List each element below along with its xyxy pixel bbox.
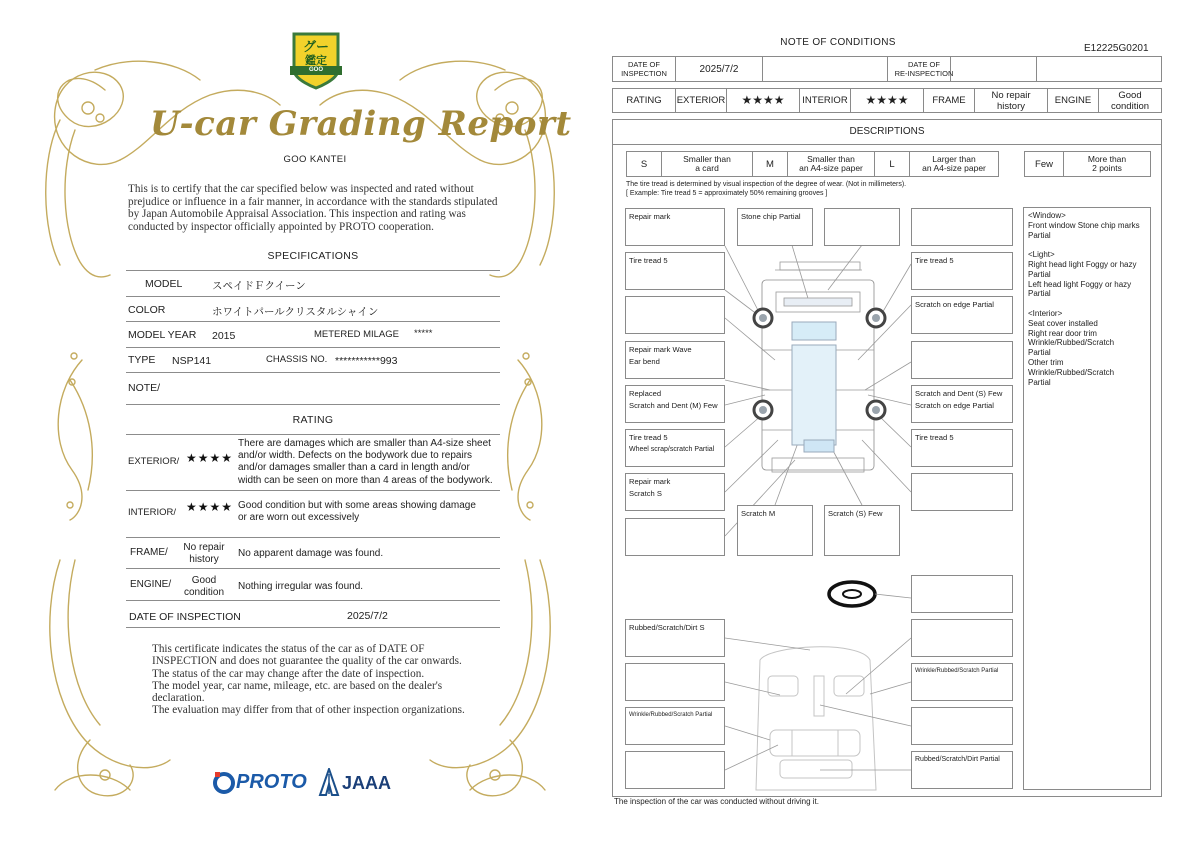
- interior-note-box: [625, 751, 725, 789]
- exterior-note-box: Scratch M: [737, 505, 813, 556]
- exterior-note-box: [824, 208, 900, 246]
- interior-note-box: Rubbed/Scratch/Dirt Partial: [911, 751, 1013, 789]
- detailed-notes-panel: <Window> Front window Stone chip marks Partial <Light> Right head light Foggy or hazy Partial Left head light Foggy or hazy Partial <Interior> Seat cover installed Right rear door trim Wrinkle/Rubbed/Scratch Partial Other trim Wrinkle/Rubbed/Scratch Partial: [1023, 207, 1151, 790]
- interior-stars: ★★★★: [850, 88, 924, 113]
- divider: [126, 434, 500, 435]
- intro-line: prejudice or influence in a fair manner, in accordance with the standards stipulated: [128, 195, 498, 208]
- exterior-note-box: Tire tread 5: [911, 252, 1013, 290]
- descriptions-heading: DESCRIPTIONS: [612, 119, 1162, 145]
- exterior-note-box: Repair mark: [625, 208, 725, 246]
- inspection-date-value: 2025/7/2: [675, 56, 763, 82]
- specifications-heading: SPECIFICATIONS: [267, 250, 359, 262]
- exterior-stars: ★★★★: [726, 88, 800, 113]
- model-year-value: 2015: [212, 330, 236, 342]
- model-label: MODEL: [145, 278, 183, 290]
- legend-few-desc: More than 2 points: [1063, 151, 1151, 177]
- exterior-description: There are damages which are smaller than A4-size sheet and/or width. Defects on the bodywork due to repairs and/or damages smaller than a card in length and/or width can be seen on more than 4 areas of the bodywork.: [238, 438, 493, 486]
- engine-description: Nothing irregular was found.: [238, 581, 364, 592]
- legend-m: M: [752, 151, 788, 177]
- divider: [126, 627, 500, 628]
- exterior-note-box: [911, 208, 1013, 246]
- exterior-note-box: Tire tread 5: [911, 429, 1013, 467]
- rating-header: RATING: [612, 88, 676, 113]
- divider: [126, 347, 500, 348]
- exterior-label: EXTERIOR/: [128, 456, 180, 467]
- intro-line: conducted by inspector officially appointed by PROTO cooperation.: [128, 220, 434, 233]
- legend-l: L: [874, 151, 910, 177]
- legend-s: S: [626, 151, 662, 177]
- jaaa-logo-icon: [318, 768, 340, 796]
- intro-line: This is to certify that the car specified below was inspected and rated without: [128, 183, 474, 195]
- intro-line: by Japan Automobile Appraisal Association. This inspection and rating was: [128, 208, 466, 221]
- divider: [126, 270, 500, 271]
- engine-value: Good condition: [1098, 88, 1162, 113]
- exterior-note-box: Scratch on edge Partial: [911, 296, 1013, 334]
- model-year-label: MODEL YEAR: [128, 329, 197, 341]
- interior-note-box: Rubbed/Scratch/Dirt S: [625, 619, 725, 657]
- interior-stars: ★★★★: [186, 500, 234, 514]
- divider: [126, 490, 500, 491]
- frame-value: No repair history: [183, 542, 225, 565]
- divider: [126, 372, 500, 373]
- exterior-note-box: Repair mark Wave Ear bend: [625, 341, 725, 379]
- type-value: NSP141: [172, 355, 212, 367]
- engine-value: Good condition: [183, 575, 225, 598]
- exterior-note-box: [625, 296, 725, 334]
- note-of-conditions-title: NOTE OF CONDITIONS: [780, 37, 896, 48]
- frame-header: FRAME: [923, 88, 975, 113]
- exterior-note-box: [625, 518, 725, 556]
- badge-ribbon-text: GOO: [308, 67, 323, 73]
- date-of-inspection-label: DATE OF INSPECTION: [129, 611, 241, 623]
- divider: [126, 321, 500, 322]
- divider: [126, 296, 500, 297]
- tire-tread-note: The tire tread is determined by visual inspection of the degree of wear. (Not in millimeters). [ Example: Tire tread 5 = approximately 50% remaining grooves ]: [626, 181, 907, 197]
- interior-description: Good condition but with some areas showing damage or are worn out excessively: [238, 500, 476, 524]
- interior-note-box: [911, 619, 1013, 657]
- type-label: TYPE: [128, 354, 156, 366]
- interior-note-box: [911, 707, 1013, 745]
- legend-s-desc: Smaller than a card: [661, 151, 753, 177]
- model-value: スペイドＦクイーン: [212, 280, 306, 292]
- chassis-label: CHASSIS NO.: [266, 354, 328, 365]
- divider: [126, 537, 500, 538]
- exterior-header: EXTERIOR: [675, 88, 727, 113]
- date-of-inspection-header: DATE OF INSPECTION: [612, 56, 676, 82]
- divider: [126, 404, 500, 405]
- rating-heading: RATING: [292, 414, 334, 426]
- report-title: U-car Grading Report: [150, 104, 572, 144]
- interior-note-box: [625, 663, 725, 701]
- exterior-note-box: Scratch and Dent (S) Few Scratch on edge Partial: [911, 385, 1013, 423]
- inspection-footer-note: The inspection of the car was conducted without driving it.: [614, 797, 819, 806]
- interior-header: INTERIOR: [799, 88, 851, 113]
- report-subtitle: GOO KANTEI: [283, 154, 347, 165]
- badge-main-text: 鑑定: [305, 55, 327, 67]
- note-label: NOTE/: [128, 382, 161, 394]
- interior-note-box: Wrinkle/Rubbed/Scratch Partial: [911, 663, 1013, 701]
- exterior-stars: ★★★★: [186, 451, 234, 465]
- proto-logo-text: PROTO: [236, 771, 307, 793]
- interior-label: INTERIOR/: [128, 507, 177, 518]
- color-value: ホワイトパールクリスタルシャイン: [212, 306, 379, 318]
- metered-milage-value: *****: [414, 328, 433, 339]
- color-label: COLOR: [128, 304, 166, 316]
- engine-header: ENGINE: [1047, 88, 1099, 113]
- exterior-note-box: [911, 341, 1013, 379]
- badge-top-text: グー: [302, 39, 329, 54]
- interior-note-box: [911, 575, 1013, 613]
- exterior-note-box: Repair mark Scratch S: [625, 473, 725, 511]
- disclaimer-text: This certificate indicates the status of the car as of DATE OF INSPECTION and does not guarantee the quality of the car onwards. The status of the car may change after the date of inspection. The model year, car name, mileage, etc. are based on the dealer's declaration. The evaluation may differ from that of other inspection organizations.: [152, 643, 465, 717]
- legend-few: Few: [1024, 151, 1064, 177]
- exterior-note-box: Replaced Scratch and Dent (M) Few: [625, 385, 725, 423]
- frame-label: FRAME/: [130, 547, 168, 558]
- chassis-value: ***********993: [335, 355, 398, 367]
- exterior-note-box: Stone chip Partial: [737, 208, 813, 246]
- date-of-inspection-value: 2025/7/2: [347, 610, 388, 622]
- certification-statement: [128, 183, 508, 233]
- interior-note-box: Wrinkle/Rubbed/Scratch Partial: [625, 707, 725, 745]
- exterior-note-box: Tire tread 5: [625, 252, 725, 290]
- metered-milage-label: METERED MILAGE: [314, 329, 399, 340]
- divider: [126, 568, 500, 569]
- document-code: E12225G0201: [1084, 43, 1149, 54]
- jaaa-logo-text: JAAA: [342, 773, 392, 793]
- note-of-conditions-sheet: [600, 0, 1200, 848]
- legend-l-desc: Larger than an A4-size paper: [909, 151, 999, 177]
- proto-logo-icon: [212, 770, 238, 796]
- frame-description: No apparent damage was found.: [238, 548, 384, 559]
- re-inspection-header: DATE OF RE-INSPECTION: [894, 60, 954, 78]
- exterior-note-box: Tire tread 5 Wheel scrap/scratch Partial: [625, 429, 725, 467]
- exterior-note-box: [911, 473, 1013, 511]
- divider: [126, 600, 500, 601]
- exterior-note-box: Scratch (S) Few: [824, 505, 900, 556]
- engine-label: ENGINE/: [130, 579, 172, 590]
- frame-value: No repair history: [974, 88, 1048, 113]
- legend-m-desc: Smaller than an A4-size paper: [787, 151, 875, 177]
